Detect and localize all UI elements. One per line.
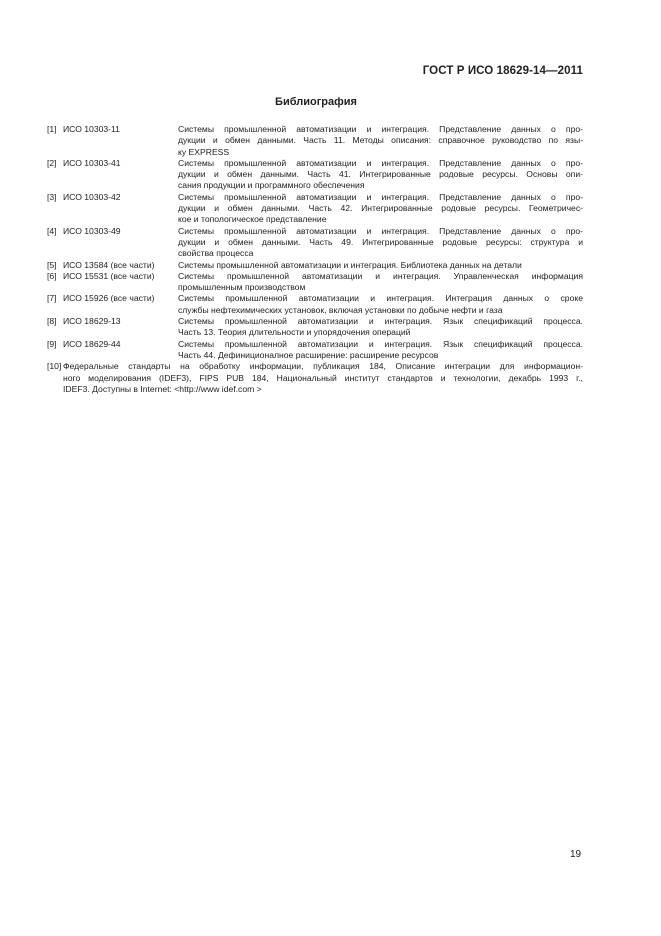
entry-number: [1] (47, 124, 57, 134)
entry-number: [5] (47, 259, 57, 270)
entry-line: дукции и обмен данными. Часть 41. Интегрированные родовые ресурсы. Основы опи- (178, 169, 583, 180)
entry-line: дукции и обмен данными. Часть 49. Интегрированные родовые ресурсы: структура и (178, 236, 583, 247)
entry-standard: ИСО 10303-49 (63, 225, 121, 236)
entry-line: промышленным производством (178, 282, 306, 293)
entry-number: [7] (47, 293, 57, 304)
entry-line: свойства процесса (178, 248, 254, 259)
entry-standard: ИСО 15926 (все части) (63, 293, 155, 304)
bibliography-list (47, 124, 583, 395)
document-header: ГОСТ Р ИСО 18629-14—2011 (422, 65, 583, 77)
bibliography-entry (47, 226, 583, 260)
entry-text (178, 124, 583, 158)
entry-text (178, 339, 583, 362)
entry-line: Системы промышленной автоматизации и интеграция. Представление данных о про- (178, 157, 583, 168)
entry-standard: ИСО 18629-44 (63, 338, 121, 349)
entry-reference (47, 271, 178, 294)
entry-number: [2] (47, 157, 57, 168)
entry-line: дукции и обмен данными. Часть 42. Интегрированные родовые ресурсы. Геометричес- (178, 203, 583, 214)
entry-text: Федеральные стандарты на обработку информации, публикация 184, Описание интеграции для информацион- (63, 361, 583, 372)
entry-text (178, 192, 583, 226)
entry-line: Системы промышленной автоматизации и интеграция. Язык спецификаций процесса. (178, 316, 583, 327)
bibliography-entry (47, 260, 583, 271)
entry-line: Часть 13. Теория длительности и упорядочения операций (178, 327, 411, 338)
entry-line: кое и топологическое представление (178, 214, 327, 225)
entry-reference (47, 339, 178, 362)
entry-text (178, 226, 583, 260)
entry-reference (47, 124, 178, 158)
entry-line: службы нефтехимических установок, включая установки по добыче нефти и газа (178, 304, 503, 315)
bibliography-entry (47, 158, 583, 192)
entry-standard: ИСО 10303-42 (63, 191, 121, 202)
entry-line: Системы промышленной автоматизации и интеграция. Интеграция данных о сроке (178, 293, 583, 304)
entry-number: [6] (47, 270, 57, 281)
entry-standard: ИСО 13584 (все части) (63, 259, 155, 270)
entry-line (47, 361, 583, 372)
entry-line: ку EXPRESS (178, 146, 230, 157)
bibliography-entry (47, 271, 583, 294)
bibliography-entry (47, 339, 583, 362)
entry-reference (47, 192, 178, 226)
page-number: 19 (570, 849, 582, 860)
entry-line: Системы промышленной автоматизации и интеграция. Представление данных о про- (178, 191, 583, 202)
entry-reference (47, 158, 178, 192)
entry-line: сания продукции и программного обеспечения (178, 180, 365, 191)
entry-number: [8] (47, 316, 57, 327)
entry-text (178, 158, 583, 192)
entry-text (178, 293, 583, 316)
bibliography-entry (47, 124, 583, 158)
entry-standard: ИСО 15531 (все части) (63, 270, 155, 281)
entry-line: дукции и обмен данными. Часть 11. Методы описания: справочное руководство по язы- (178, 135, 583, 146)
entry-reference (47, 316, 178, 339)
bibliography-entry (47, 192, 583, 226)
entry-standard: ИСО 10303-41 (63, 157, 121, 168)
entry-number: [9] (47, 338, 57, 349)
entry-number: [4] (47, 225, 57, 236)
entry-reference (47, 260, 178, 271)
entry-number: [10] (47, 361, 62, 372)
entry-reference (47, 226, 178, 260)
entry-text (178, 260, 583, 271)
entry-text (178, 271, 583, 294)
entry-line: ного моделирования (IDEF3), FIPS PUB 184, Национальный институт стандартов и технологии, декабрь 1993 г., (63, 372, 583, 383)
entry-line: Часть 44. Дефиниционалное расширение: расширение ресурсов (178, 349, 439, 360)
entry-line: Системы промышленной автоматизации и интеграция. Язык спецификаций процесса. (178, 338, 583, 349)
entry-line: Системы промышленной автоматизации и интеграция. Библиотека данных на детали (178, 259, 522, 270)
entry-line: Системы промышленной автоматизации и интеграция. Представление данных о про- (178, 225, 583, 236)
bibliography-entry (47, 361, 583, 395)
entry-line: Системы промышленной автоматизации и интеграция. Управленческая информация (178, 270, 583, 281)
bibliography-entry (47, 293, 583, 316)
entry-standard: ИСО 10303-11 (63, 124, 120, 134)
bibliography-entry (47, 316, 583, 339)
entry-standard: ИСО 18629-13 (63, 316, 121, 327)
entry-line: IDEF3. Доступны в Internet: <http://www idef.com > (63, 383, 262, 394)
entry-line: Системы промышленной автоматизации и интеграция. Представление данных о про- (178, 124, 583, 134)
entry-reference (47, 293, 178, 316)
entry-number: [3] (47, 191, 57, 202)
entry-text (178, 316, 583, 339)
section-title: Библиография (275, 96, 357, 108)
